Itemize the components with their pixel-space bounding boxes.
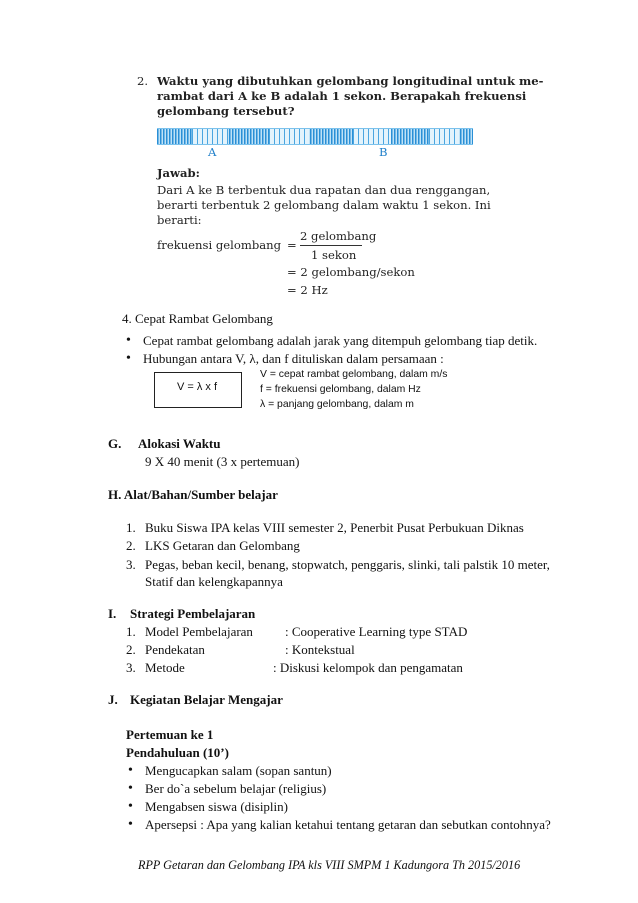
formula-line-3: = 2 Hz <box>287 283 328 297</box>
section4-bullet-1: • Cepat rambat gelombang adalah jarak yang ditempuh gelombang tiap detik. <box>143 333 537 349</box>
list-item-number: 3. <box>126 557 136 572</box>
figure-question-line-2: rambat dari A ke B adalah 1 sekon. Berapakah frekuensi <box>157 89 527 103</box>
figure-question-line-1: Waktu yang dibutuhkan gelombang longitudinal untuk me- <box>157 74 544 88</box>
answer-line-2: berarti terbentuk 2 gelombang dalam waktu 1 sekon. Ini <box>157 198 491 212</box>
formula-line-2: = 2 gelombang/sekon <box>287 265 415 279</box>
list-item: • Apersepsi : Apa yang kalian ketahui tentang getaran dan sebutkan contohnya? <box>145 817 551 833</box>
sectionI-title: Strategi Pembelajaran <box>130 606 256 621</box>
wave-label-b: B <box>379 145 388 159</box>
fraction-denominator: 1 sekon <box>311 248 357 262</box>
answer-line-1: Dari A ke B terbentuk dua rapatan dan dua renggangan, <box>157 183 491 197</box>
strategy-number: 2. <box>126 642 136 657</box>
formula-equals: = <box>287 238 297 252</box>
formula-legend-1: V = cepat rambat gelombang, dalam m/s <box>260 369 448 380</box>
sectionG-title: Alokasi Waktu <box>138 436 221 451</box>
formula-legend-2: f = frekuensi gelombang, dalam Hz <box>260 384 421 395</box>
formula-box-text: V = λ x f <box>177 381 218 393</box>
figure-number: 2. <box>137 74 149 88</box>
list-item: • Mengucapkan salam (sopan santun) <box>145 763 332 779</box>
strategy-number: 3. <box>126 660 136 675</box>
sectionJ-title: Kegiatan Belajar Mengajar <box>130 692 283 707</box>
list-item-text: Pegas, beban kecil, benang, stopwatch, penggaris, slinki, tali palstik 10 meter, <box>145 557 550 572</box>
strategy-value: : Diskusi kelompok dan pengamatan <box>273 660 463 675</box>
jawab-label: Jawab: <box>157 166 200 180</box>
fraction-numerator: 2 gelombang <box>300 229 377 243</box>
sectionG-letter: G. <box>108 436 122 451</box>
strategy-value: : Kontekstual <box>285 642 355 657</box>
page-footer: RPP Getaran dan Gelombang IPA kls VIII SMPM 1 Kadungora Th 2015/2016 <box>138 858 521 872</box>
section4-bullet-2: • Hubungan antara V, λ, dan f dituliskan dalam persamaan : <box>143 351 444 367</box>
strategy-label: Pendekatan <box>145 642 205 657</box>
list-item-number: 2. <box>126 538 136 553</box>
sectionI-letter: I. <box>108 606 117 621</box>
sectionG-body: 9 X 40 menit (3 x pertemuan) <box>145 454 300 469</box>
list-item-number: 1. <box>126 520 136 535</box>
sectionH-title: H. Alat/Bahan/Sumber belajar <box>108 487 278 502</box>
list-item-text: Buku Siswa IPA kelas VIII semester 2, Penerbit Pusat Perbukuan Diknas <box>145 520 524 535</box>
strategy-value: : Cooperative Learning type STAD <box>285 624 468 639</box>
list-item-continuation: Statif dan kelengkapannya <box>145 574 283 589</box>
wave-label-a: A <box>208 145 217 159</box>
intro-title: Pendahuluan (10’) <box>126 745 229 760</box>
meeting-title: Pertemuan ke 1 <box>126 727 214 742</box>
list-item-text: LKS Getaran dan Gelombang <box>145 538 300 553</box>
figure-question-line-3: gelombang tersebut? <box>157 104 295 118</box>
strategy-label: Model Pembelajaran <box>145 624 253 639</box>
strategy-label: Metode <box>145 660 185 675</box>
sectionJ-letter: J. <box>108 692 118 707</box>
strategy-number: 1. <box>126 624 136 639</box>
formula-box <box>154 372 242 408</box>
answer-line-3: berarti: <box>157 213 202 227</box>
fraction-bar <box>300 245 362 246</box>
formula-lhs: frekuensi gelombang <box>157 238 282 252</box>
formula-legend-3: λ = panjang gelombang, dalam m <box>260 399 414 410</box>
section4-title: 4. Cepat Rambat Gelombang <box>122 311 273 326</box>
list-item: • Ber do`a sebelum belajar (religius) <box>145 781 326 797</box>
longitudinal-wave-illustration <box>157 128 473 145</box>
list-item: • Mengabsen siswa (disiplin) <box>145 799 288 815</box>
